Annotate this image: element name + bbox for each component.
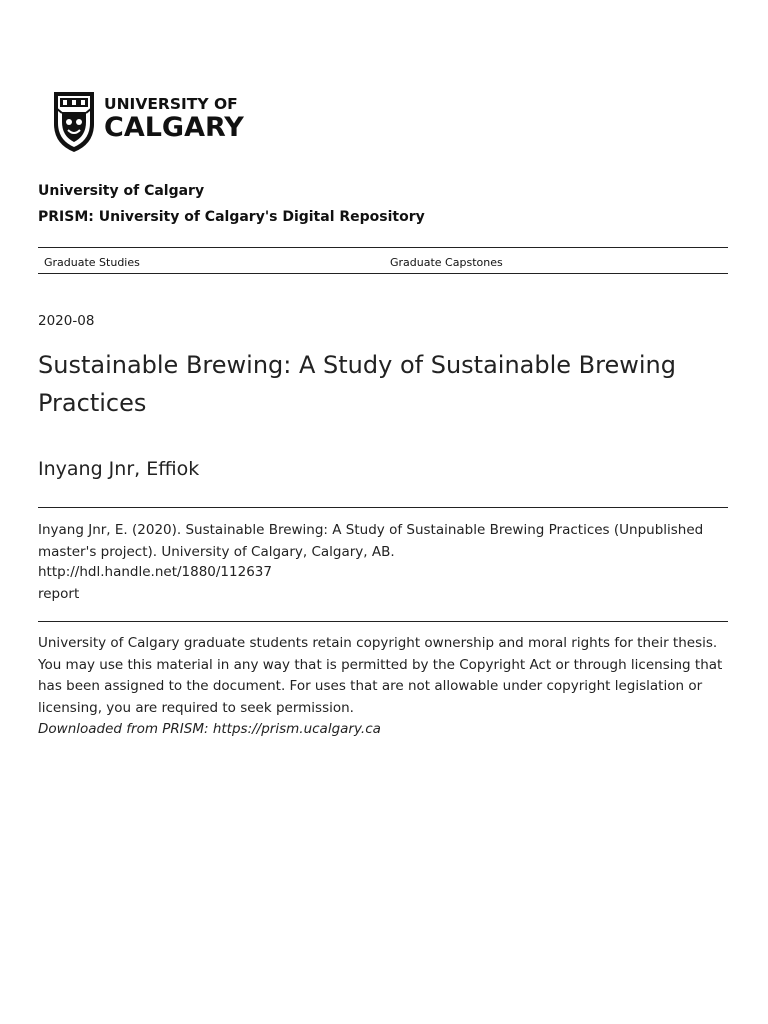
collections-top-divider xyxy=(38,247,728,248)
university-crest-icon xyxy=(54,92,94,152)
downloaded-from-note: Downloaded from PRISM: https://prism.ucalgary.ca xyxy=(38,721,381,737)
citation-top-divider xyxy=(38,507,728,508)
rights-statement: University of Calgary graduate students retain copyright ownership and moral rights for their thesis. You may use this material in any way that is permitted by the Copyright Act or through licensing that has been assigned to the document. For uses that are not allowable under copyright legislation or licensing, you are required to seek permission. xyxy=(38,635,723,716)
citation-text: Inyang Jnr, E. (2020). Sustainable Brewing: A Study of Sustainable Brewing Practices (Unpublished master's project). University of Calgary, Calgary, AB. xyxy=(38,522,704,560)
logo-line1: UNIVERSITY OF xyxy=(104,95,238,113)
item-type: report xyxy=(38,586,80,602)
document-title: Sustainable Brewing: A Study of Sustainable Brewing Practices xyxy=(38,351,676,417)
rights-top-divider xyxy=(38,621,728,622)
institution-name: University of Calgary xyxy=(38,183,205,199)
collection-graduate-studies: Graduate Studies xyxy=(44,256,140,269)
university-logo xyxy=(34,72,278,168)
collection-graduate-capstones: Graduate Capstones xyxy=(390,256,503,269)
handle-link[interactable]: http://hdl.handle.net/1880/112637 xyxy=(38,564,272,580)
university-logo-graphic xyxy=(34,72,278,168)
repository-name: PRISM: University of Calgary's Digital Repository xyxy=(38,209,425,225)
publication-date: 2020-08 xyxy=(38,313,95,329)
collections-bottom-divider xyxy=(38,273,728,274)
document-author: Inyang Jnr, Effiok xyxy=(38,458,200,480)
logo-line2: CALGARY xyxy=(104,112,244,143)
